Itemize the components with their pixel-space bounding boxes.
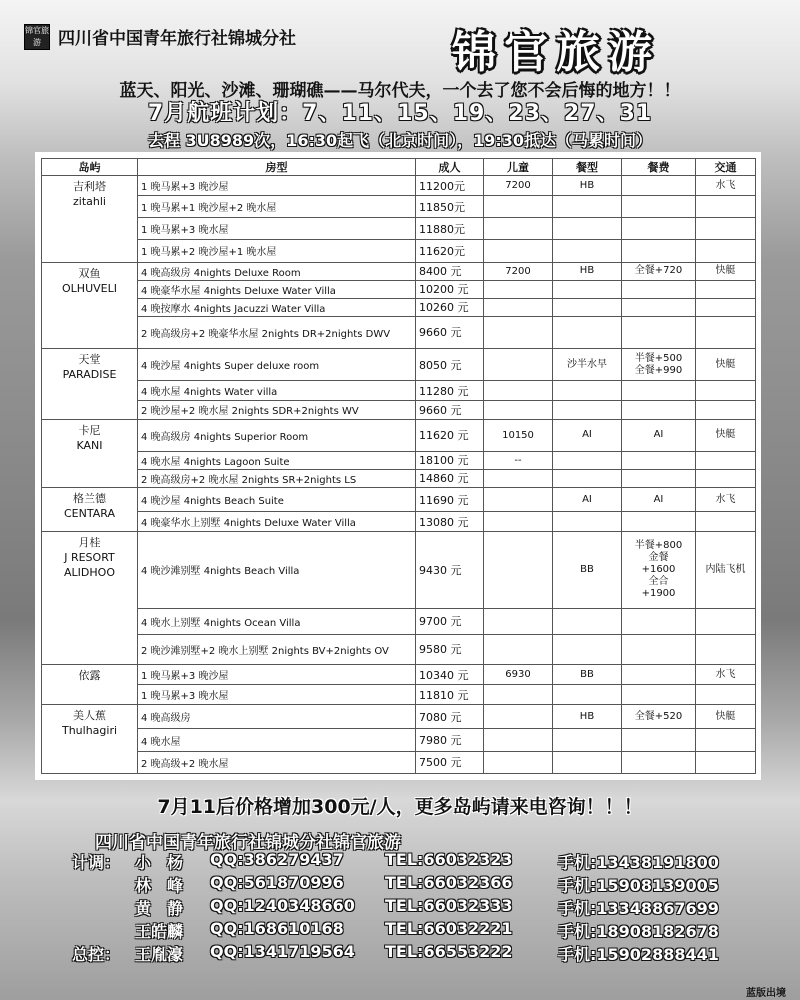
- room-type: 4 晚沙屋 4nights Beach Suite: [138, 487, 416, 511]
- room-type: 1 晚马累+3 晚水屋: [138, 685, 416, 705]
- child-price: [484, 469, 553, 487]
- contact-mobile: 手机:13438191800: [558, 853, 719, 872]
- contact-qq: QQ:561870996: [210, 873, 344, 892]
- room-type: 1 晚马累+3 晚沙屋: [138, 176, 416, 196]
- transport: [696, 280, 756, 298]
- meal-type: [553, 512, 622, 532]
- outbound-flight: 去程 3U8989次，16:30起飞（北京时间），19:30抵达（马累时间）: [147, 131, 653, 150]
- adult-price: 8050 元: [416, 349, 484, 381]
- contact-mobile: 手机:15902888441: [558, 945, 719, 964]
- room-type: 4 晚按摩水 4nights Jacuzzi Water Villa: [138, 298, 416, 316]
- meal-type: [553, 751, 622, 773]
- room-type: 2 晚高级房+2 晚水屋 2nights SR+2nights LS: [138, 469, 416, 487]
- table-row: [42, 705, 756, 729]
- meal-type: 沙半水早: [553, 349, 622, 381]
- adult-price: 13080 元: [416, 512, 484, 532]
- table-row: [42, 685, 756, 705]
- adult-price: 8400 元: [416, 262, 484, 280]
- meal-type: [553, 298, 622, 316]
- contact-name: 黄 静: [135, 899, 184, 918]
- meal-type: BB: [553, 532, 622, 609]
- column-header: 成人: [416, 159, 484, 176]
- table-row: [42, 532, 756, 609]
- island-name: 卡尼 KANI: [42, 419, 138, 487]
- room-type: 4 晚高级房 4nights Deluxe Room: [138, 262, 416, 280]
- contact-qq: QQ:1240348660: [210, 896, 355, 915]
- contact-tel: TEL:66032366: [385, 873, 513, 892]
- meal-type: [553, 608, 622, 634]
- child-price: [484, 401, 553, 419]
- adult-price: 9430 元: [416, 532, 484, 609]
- contact-tel: TEL:66553222: [385, 942, 513, 961]
- meal-type: [553, 316, 622, 348]
- price-table: [41, 158, 756, 774]
- room-type: 4 晚水屋 4nights Lagoon Suite: [138, 451, 416, 469]
- child-price: [484, 532, 553, 609]
- transport: 内陆飞机: [696, 532, 756, 609]
- table-row: [42, 729, 756, 751]
- room-type: 4 晚沙滩别墅 4nights Beach Villa: [138, 532, 416, 609]
- meal-fee: [622, 665, 696, 685]
- transport: [696, 751, 756, 773]
- price-table-panel: [35, 152, 761, 780]
- room-type: 1 晚马累+2 晚沙屋+1 晚水屋: [138, 240, 416, 262]
- meal-type: HB: [553, 262, 622, 280]
- island-name: 吉利塔 zitahli: [42, 176, 138, 263]
- table-row: [42, 401, 756, 419]
- room-type: 1 晚马累+1 晚沙屋+2 晚水屋: [138, 196, 416, 218]
- transport: [696, 451, 756, 469]
- price-note: 7月11后价格增加300元/人，更多岛屿请来电咨询！！！: [157, 796, 643, 818]
- child-price: [484, 349, 553, 381]
- meal-fee: [622, 729, 696, 751]
- contact-mobile: 手机:15908139005: [558, 876, 719, 895]
- transport: [696, 608, 756, 634]
- transport: [696, 381, 756, 401]
- adult-price: 11810 元: [416, 685, 484, 705]
- child-price: [484, 729, 553, 751]
- meal-fee: AI: [622, 487, 696, 511]
- contact-mobile: 手机:18908182678: [558, 922, 719, 941]
- contact-name: 林 峰: [135, 876, 184, 895]
- room-type: 2 晚高级房+2 晚豪华水屋 2nights DR+2nights DWV: [138, 316, 416, 348]
- meal-type: HB: [553, 176, 622, 196]
- meal-type: [553, 240, 622, 262]
- child-price: [484, 316, 553, 348]
- transport: 快艇: [696, 349, 756, 381]
- transport: [696, 316, 756, 348]
- child-price: [484, 196, 553, 218]
- room-type: 4 晚水上别墅 4nights Ocean Villa: [138, 608, 416, 634]
- child-price: [484, 705, 553, 729]
- contact-role: 总控：: [72, 945, 121, 964]
- room-type: 1 晚马累+3 晚沙屋: [138, 665, 416, 685]
- meal-fee: [622, 280, 696, 298]
- meal-type: [553, 451, 622, 469]
- footer-mark: 蓝版出境: [746, 988, 786, 999]
- contact-title: 四川省中国青年旅行社锦城分社锦官旅游: [95, 833, 401, 853]
- transport: [696, 298, 756, 316]
- brand-title: 锦官旅游: [452, 27, 660, 78]
- adult-price: 10340 元: [416, 665, 484, 685]
- room-type: 2 晚沙屋+2 晚水屋 2nights SDR+2nights WV: [138, 401, 416, 419]
- transport: 快艇: [696, 705, 756, 729]
- contact-tel: TEL:66032323: [385, 850, 513, 869]
- meal-fee: [622, 218, 696, 240]
- table-row: [42, 262, 756, 280]
- adult-price: 11620元: [416, 240, 484, 262]
- meal-type: [553, 685, 622, 705]
- transport: [696, 685, 756, 705]
- child-price: [484, 487, 553, 511]
- table-header-row: [42, 159, 756, 176]
- transport: 水飞: [696, 665, 756, 685]
- transport: [696, 218, 756, 240]
- island-name: 依露: [42, 665, 138, 705]
- meal-fee: [622, 176, 696, 196]
- child-price: 7200: [484, 176, 553, 196]
- island-name: 格兰德 CENTARA: [42, 487, 138, 531]
- room-type: 4 晚高级房: [138, 705, 416, 729]
- child-price: [484, 240, 553, 262]
- meal-fee: [622, 751, 696, 773]
- table-row: [42, 451, 756, 469]
- table-row: [42, 316, 756, 348]
- meal-type: [553, 401, 622, 419]
- meal-type: AI: [553, 419, 622, 451]
- table-row: [42, 751, 756, 773]
- table-row: [42, 298, 756, 316]
- flight-schedule: 7月航班计划：7、11、15、19、23、27、31: [147, 101, 653, 126]
- room-type: 4 晚豪华水上别墅 4nights Deluxe Water Villa: [138, 512, 416, 532]
- island-name: 双鱼 OLHUVELI: [42, 262, 138, 349]
- meal-type: AI: [553, 487, 622, 511]
- transport: [696, 196, 756, 218]
- adult-price: 7500 元: [416, 751, 484, 773]
- meal-fee: [622, 401, 696, 419]
- child-price: [484, 512, 553, 532]
- meal-fee: [622, 298, 696, 316]
- transport: [696, 512, 756, 532]
- room-type: 4 晚水屋: [138, 729, 416, 751]
- contact-row: [0, 850, 800, 872]
- contact-name: 小 杨: [135, 853, 184, 872]
- adult-price: 11850元: [416, 196, 484, 218]
- island-name: 月桂 J RESORT ALIDHOO: [42, 532, 138, 665]
- meal-fee: [622, 451, 696, 469]
- meal-fee: [622, 316, 696, 348]
- table-body: [42, 176, 756, 774]
- meal-fee: [622, 608, 696, 634]
- transport: 水飞: [696, 176, 756, 196]
- room-type: 2 晚高级+2 晚水屋: [138, 751, 416, 773]
- adult-price: 10200 元: [416, 280, 484, 298]
- meal-type: [553, 729, 622, 751]
- table-row: [42, 665, 756, 685]
- contact-name: 王皓麟: [135, 922, 184, 941]
- column-header: 餐费: [622, 159, 696, 176]
- adult-price: 11620 元: [416, 419, 484, 451]
- table-row: [42, 218, 756, 240]
- child-price: --: [484, 451, 553, 469]
- meal-fee: 半餐+500 全餐+990: [622, 349, 696, 381]
- contact-name: 王胤濠: [135, 945, 184, 964]
- contact-row: [0, 873, 800, 895]
- adult-price: 9580 元: [416, 634, 484, 664]
- adult-price: 9700 元: [416, 608, 484, 634]
- table-row: [42, 240, 756, 262]
- meal-fee: [622, 685, 696, 705]
- meal-fee: [622, 240, 696, 262]
- child-price: 7200: [484, 262, 553, 280]
- table-row: [42, 512, 756, 532]
- table-row: [42, 634, 756, 664]
- child-price: 10150: [484, 419, 553, 451]
- room-type: 4 晚豪华水屋 4nights Deluxe Water Villa: [138, 280, 416, 298]
- table-row: [42, 487, 756, 511]
- transport: [696, 634, 756, 664]
- meal-type: [553, 280, 622, 298]
- room-type: 2 晚沙滩别墅+2 晚水上别墅 2nights BV+2nights OV: [138, 634, 416, 664]
- transport: 水飞: [696, 487, 756, 511]
- table-row: [42, 176, 756, 196]
- meal-fee: 全餐+520: [622, 705, 696, 729]
- child-price: [484, 751, 553, 773]
- contact-tel: TEL:66032221: [385, 919, 513, 938]
- transport: [696, 729, 756, 751]
- contact-qq: QQ:1341719564: [210, 942, 355, 961]
- company-logo: 锦官旅游: [24, 24, 50, 50]
- table-row: [42, 608, 756, 634]
- slogan: 蓝天、阳光、沙滩、珊瑚礁——马尔代夫，一个去了您不会后悔的地方！！: [119, 81, 681, 101]
- company-name: 四川省中国青年旅行社锦城分社: [58, 29, 296, 49]
- contact-row: [0, 942, 800, 964]
- adult-price: 10260 元: [416, 298, 484, 316]
- island-name: 天堂 PARADISE: [42, 349, 138, 419]
- header: [0, 0, 800, 78]
- adult-price: 11280 元: [416, 381, 484, 401]
- column-header: 岛屿: [42, 159, 138, 176]
- adult-price: 11880元: [416, 218, 484, 240]
- column-header: 餐型: [553, 159, 622, 176]
- child-price: [484, 634, 553, 664]
- meal-fee: 半餐+800 金餐 +1600 全合 +1900: [622, 532, 696, 609]
- adult-price: 14860 元: [416, 469, 484, 487]
- contact-row: [0, 896, 800, 918]
- room-type: 4 晚水屋 4nights Water villa: [138, 381, 416, 401]
- meal-type: [553, 196, 622, 218]
- table-row: [42, 196, 756, 218]
- child-price: [484, 608, 553, 634]
- transport: 快艇: [696, 419, 756, 451]
- contact-role: 计调：: [72, 853, 121, 872]
- meal-type: [553, 381, 622, 401]
- meal-fee: [622, 381, 696, 401]
- table-row: [42, 419, 756, 451]
- table-row: [42, 349, 756, 381]
- contact-qq: QQ:168610168: [210, 919, 344, 938]
- meal-fee: [622, 512, 696, 532]
- column-header: 交通: [696, 159, 756, 176]
- meal-fee: 全餐+720: [622, 262, 696, 280]
- child-price: [484, 280, 553, 298]
- contact-mobile: 手机:13348867699: [558, 899, 719, 918]
- room-type: 1 晚马累+3 晚水屋: [138, 218, 416, 240]
- transport: 快艇: [696, 262, 756, 280]
- contact-row: [0, 919, 800, 941]
- room-type: 4 晚高级房 4nights Superior Room: [138, 419, 416, 451]
- transport: [696, 469, 756, 487]
- contact-qq: QQ:386279437: [210, 850, 344, 869]
- island-name: 美人蕉 Thulhagiri: [42, 705, 138, 774]
- meal-type: [553, 469, 622, 487]
- meal-type: HB: [553, 705, 622, 729]
- child-price: [484, 218, 553, 240]
- meal-type: [553, 218, 622, 240]
- child-price: [484, 685, 553, 705]
- adult-price: 9660 元: [416, 401, 484, 419]
- contact-tel: TEL:66032333: [385, 896, 513, 915]
- meal-fee: AI: [622, 419, 696, 451]
- transport: [696, 240, 756, 262]
- table-row: [42, 381, 756, 401]
- meal-type: BB: [553, 665, 622, 685]
- meal-fee: [622, 196, 696, 218]
- transport: [696, 401, 756, 419]
- adult-price: 18100 元: [416, 451, 484, 469]
- column-header: 儿童: [484, 159, 553, 176]
- child-price: [484, 381, 553, 401]
- child-price: [484, 298, 553, 316]
- adult-price: 11690 元: [416, 487, 484, 511]
- meal-type: [553, 634, 622, 664]
- adult-price: 11200元: [416, 176, 484, 196]
- adult-price: 7080 元: [416, 705, 484, 729]
- child-price: 6930: [484, 665, 553, 685]
- table-row: [42, 469, 756, 487]
- column-header: 房型: [138, 159, 416, 176]
- adult-price: 7980 元: [416, 729, 484, 751]
- meal-fee: [622, 469, 696, 487]
- room-type: 4 晚沙屋 4nights Super deluxe room: [138, 349, 416, 381]
- meal-fee: [622, 634, 696, 664]
- adult-price: 9660 元: [416, 316, 484, 348]
- table-row: [42, 280, 756, 298]
